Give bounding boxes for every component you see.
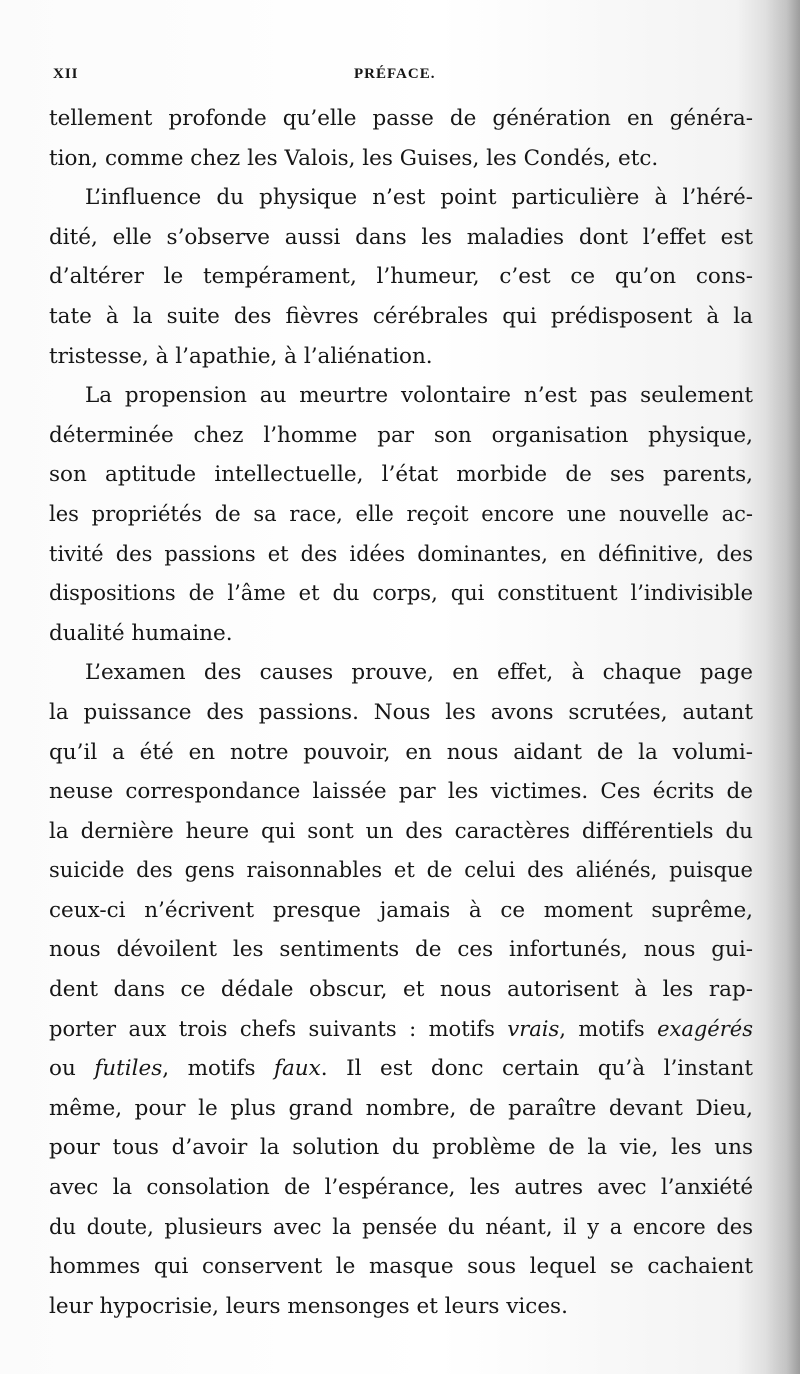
text-line: avec la consolation de l’espérance, les autres avec l’anxiété (49, 1175, 753, 1201)
text-line: ceux-ci n’écrivent presque jamais à ce moment suprême, (49, 897, 753, 923)
text-line: suicide des gens raisonnables et de celui des aliénés, puisque (49, 858, 753, 883)
text-run: , motifs (162, 1056, 275, 1082)
text-line: son aptitude intellectuelle, l’état morbide de ses parents, (49, 462, 753, 488)
text-line: tristesse, à l’apathie, à l’aliénation. (49, 343, 433, 369)
text-line-with-italics (49, 1049, 753, 1089)
text-line: tate à la suite des fièvres cérébrales qui prédisposent à la (49, 303, 753, 329)
text-line: qu’il a été en notre pouvoir, en nous aidant de la volumi- (49, 739, 753, 765)
text-line: nous dévoilent les sentiments de ces infortunés, nous gui- (49, 937, 753, 963)
text-line: neuse correspondance laissée par les victimes. Ces écrits de (49, 779, 753, 805)
italic-text-run: exagérés (657, 1016, 753, 1041)
page-header (53, 66, 748, 94)
text-run: , motifs (559, 1016, 658, 1041)
text-line: L’examen des causes prouve, en effet, à chaque page (85, 660, 753, 686)
paragraph-1 (49, 99, 753, 178)
text-line: tion, comme chez les Valois, les Guises, les Condés, etc. (49, 145, 659, 171)
italic-text-run: faux (274, 1056, 321, 1082)
text-line: d’altérer le tempérament, l’humeur, c’est ce qu’on cons- (49, 264, 753, 290)
text-line-with-italics (49, 1010, 753, 1050)
text-line: tellement profonde qu’elle passe de génération en généra- (49, 106, 753, 131)
text-line: dent dans ce dédale obscur, et nous autorisent à les rap- (49, 977, 753, 1003)
text-run: ou (49, 1056, 95, 1082)
text-line: la puissance des passions. Nous les avons scrutées, autant (49, 699, 753, 725)
paragraph-2 (49, 178, 753, 376)
text-line: tivité des passions et des idées dominantes, en définitive, des (49, 541, 753, 566)
text-line: dispositions de l’âme et du corps, qui constituent l’indivisible (49, 581, 753, 606)
text-line: du doute, plusieurs avec la pensée du néant, il y a encore des (49, 1214, 753, 1239)
text-line: hommes qui conservent le masque sous lequel se cachaient (49, 1254, 753, 1280)
text-line: pour tous d’avoir la solution du problème de la vie, les uns (49, 1135, 753, 1161)
text-run: porter aux trois chefs suivants : motifs (49, 1016, 508, 1041)
text-line: L’influence du physique n’est point particulière à l’héré- (85, 185, 753, 211)
page-body (49, 99, 753, 1326)
text-line: dualité humaine. (49, 620, 233, 646)
text-line: les propriétés de sa race, elle reçoit encore une nouvelle ac- (49, 501, 753, 526)
text-line: déterminée chez l’homme par son organisation physique, (49, 422, 753, 448)
running-head: PRÉFACE. (354, 66, 436, 82)
text-line: La propension au meurtre volontaire n’est pas seulement (85, 383, 753, 409)
text-line: même, pour le plus grand nombre, de paraître devant Dieu, (49, 1095, 753, 1121)
text-line: leur hypocrisie, leurs mensonges et leurs vices. (49, 1293, 568, 1319)
page-edge-shadow (766, 0, 800, 1374)
paragraph-3 (49, 376, 753, 653)
text-line: la dernière heure qui sont un des caractères différentiels du (49, 818, 753, 844)
text-line: dité, elle s’observe aussi dans les maladies dont l’effet est (49, 224, 753, 250)
italic-text-run: vrais (507, 1016, 560, 1041)
italic-text-run: futiles (94, 1056, 163, 1082)
paragraph-4 (49, 653, 753, 1326)
text-run: . Il est donc certain qu’à l’instant (320, 1056, 753, 1082)
page-number: XII (53, 66, 79, 82)
